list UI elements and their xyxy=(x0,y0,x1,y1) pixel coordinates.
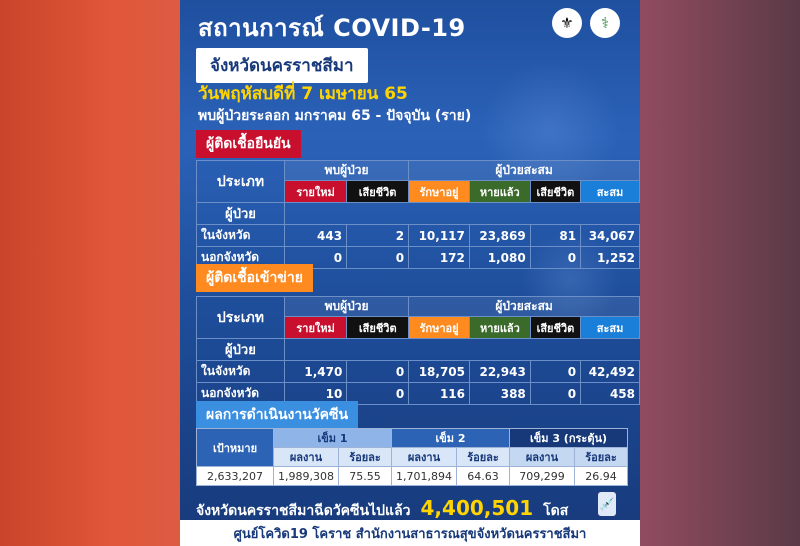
moph-logo-icon: ⚕ xyxy=(590,8,620,38)
cell: 388 xyxy=(470,383,531,405)
cell: 2 xyxy=(347,225,409,247)
col-recovered: หายแล้ว xyxy=(470,317,531,339)
cell: 0 xyxy=(284,247,346,269)
cell: 0 xyxy=(347,247,409,269)
col-treating: รักษาอยู่ xyxy=(409,317,470,339)
target-value: 2,633,207 xyxy=(197,467,274,486)
dose1-header: เข็ม 1 xyxy=(274,429,392,448)
cell: 10 xyxy=(284,383,346,405)
cell: 0 xyxy=(347,361,409,383)
dose2-percent: 64.63 xyxy=(457,467,510,486)
cell: 0 xyxy=(530,361,580,383)
summary-unit: โดส xyxy=(543,503,569,519)
cell: 0 xyxy=(530,383,580,405)
confirmed-table xyxy=(196,160,640,269)
covid-poster xyxy=(180,0,640,546)
cumulative-header: ผู้ป่วยสะสม xyxy=(409,161,640,181)
cell: 172 xyxy=(409,247,470,269)
cell: 0 xyxy=(347,383,409,405)
summary-text: จังหวัดนครราชสีมาฉีดวัคซีนไปแล้ว xyxy=(196,503,411,519)
col-total: สะสม xyxy=(581,317,640,339)
report-period: พบผู้ป่วยระลอก มกราคม 65 - ปัจจุบัน (ราย) xyxy=(198,108,472,124)
result-label: ผลงาน xyxy=(274,448,339,467)
table-row xyxy=(197,467,628,486)
col-death-cum: เสียชีวิต xyxy=(530,317,580,339)
vaccine-vial-icon: 💉 xyxy=(598,492,616,516)
cell: 1,252 xyxy=(581,247,640,269)
atk-table xyxy=(196,296,640,405)
cell: 1,080 xyxy=(469,247,530,269)
table-row xyxy=(197,361,640,383)
vaccine-summary xyxy=(196,496,568,522)
dose1-percent: 75.55 xyxy=(339,467,392,486)
vaccine-heading: ผลการดำเนินงานวัคซีน xyxy=(196,401,358,429)
confirmed-heading: ผู้ติดเชื้อยืนยัน xyxy=(196,130,301,158)
cell: 34,067 xyxy=(581,225,640,247)
dose3-result: 709,299 xyxy=(510,467,575,486)
type-label: ผู้ป่วย xyxy=(197,339,285,361)
cell: 18,705 xyxy=(409,361,470,383)
report-date: วันพฤหัสบดีที่ 7 เมษายน 65 xyxy=(198,84,408,104)
percent-label: ร้อยละ xyxy=(339,448,392,467)
atk-heading: ผู้ติดเชื้อเข้าข่าย xyxy=(196,264,313,292)
col-new: รายใหม่ xyxy=(284,181,346,203)
percent-label: ร้อยละ xyxy=(575,448,628,467)
cell: 22,943 xyxy=(470,361,531,383)
type-label: ประเภท xyxy=(197,297,285,339)
dose2-header: เข็ม 2 xyxy=(392,429,510,448)
cell: 81 xyxy=(530,225,580,247)
col-death: เสียชีวิต xyxy=(347,317,409,339)
col-recovered: หายแล้ว xyxy=(469,181,530,203)
col-death-cum: เสียชีวิต xyxy=(530,181,580,203)
dose2-result: 1,701,894 xyxy=(392,467,457,486)
cell: 42,492 xyxy=(581,361,640,383)
table-row xyxy=(197,225,640,247)
cell: 116 xyxy=(409,383,470,405)
cell: 0 xyxy=(530,247,580,269)
dose3-percent: 26.94 xyxy=(575,467,628,486)
row-label: นอกจังหวัด xyxy=(197,383,285,405)
result-label: ผลงาน xyxy=(510,448,575,467)
vaccine-table xyxy=(196,428,628,486)
province-seal-icon: ⚜ xyxy=(552,8,582,38)
row-label: ในจังหวัด xyxy=(197,361,285,383)
target-label: เป้าหมาย xyxy=(197,429,274,467)
col-new: รายใหม่ xyxy=(284,317,346,339)
cell: 10,117 xyxy=(409,225,470,247)
type-label: ผู้ป่วย xyxy=(197,203,285,225)
col-treating: รักษาอยู่ xyxy=(409,181,470,203)
footer-source: ศูนย์โควิด19 โคราช สำนักงานสาธารณสุขจังหวัดนครราชสีมา xyxy=(180,520,640,546)
dose1-result: 1,989,308 xyxy=(274,467,339,486)
found-header: พบผู้ป่วย xyxy=(284,297,408,317)
percent-label: ร้อยละ xyxy=(457,448,510,467)
cell: 458 xyxy=(581,383,640,405)
summary-total: 4,400,501 xyxy=(420,496,534,520)
row-label: ในจังหวัด xyxy=(197,225,285,247)
type-label: ประเภท xyxy=(197,161,285,203)
col-death: เสียชีวิต xyxy=(347,181,409,203)
result-label: ผลงาน xyxy=(392,448,457,467)
row-label: นอกจังหวัด xyxy=(197,247,285,269)
cell: 23,869 xyxy=(469,225,530,247)
found-header: พบผู้ป่วย xyxy=(284,161,408,181)
cumulative-header: ผู้ป่วยสะสม xyxy=(409,297,640,317)
col-total: สะสม xyxy=(581,181,640,203)
cell: 1,470 xyxy=(284,361,346,383)
cell: 443 xyxy=(284,225,346,247)
poster-title: สถานการณ์ COVID-19 xyxy=(198,14,466,42)
province-name: จังหวัดนครราชสีมา xyxy=(196,48,368,83)
dose3-header: เข็ม 3 (กระตุ้น) xyxy=(510,429,628,448)
